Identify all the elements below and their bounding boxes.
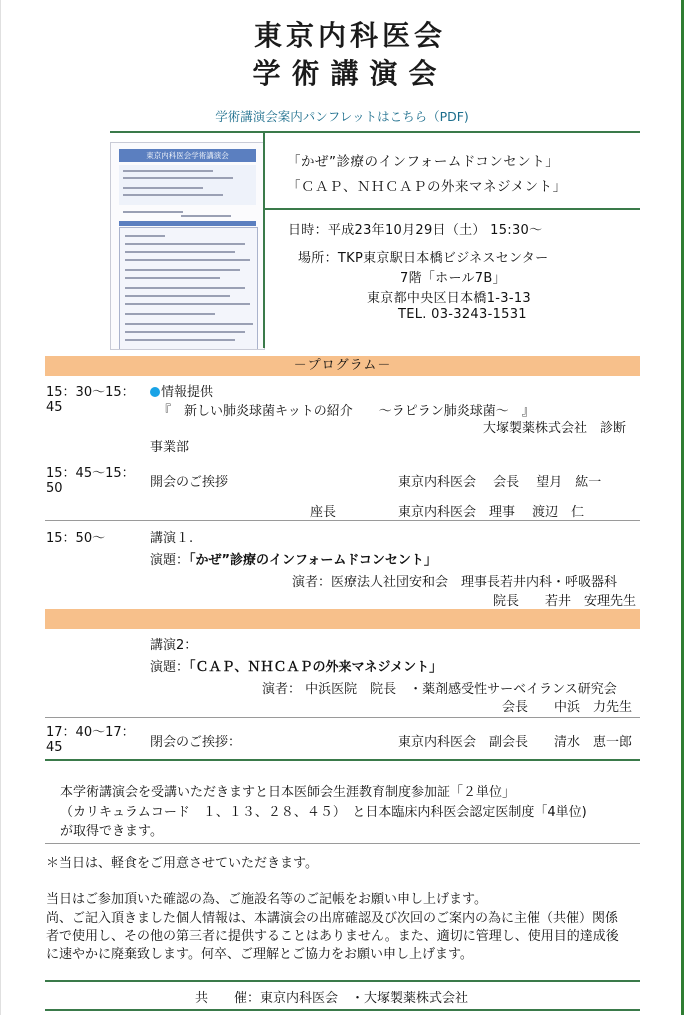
row5-person: 東京内科医会 副会長 清水 恵一郎 (398, 735, 633, 750)
program-separator-band (45, 609, 640, 629)
event-tel: TEL. 03-3243-1531 (398, 307, 527, 322)
privacy-line1: 当日はご参加頂いた確認の為、ご施設名等のご記帳をお願い申し上げます。 (46, 892, 487, 907)
page-title-line1: 東京内科医会 (253, 19, 446, 52)
pamphlet-thumbnail[interactable] (110, 142, 265, 350)
talk2-title: 「ＣＡＰ、ＮＨＣＡＰの外来マネジメント」 (287, 179, 567, 195)
thumbnail-text-line (125, 295, 230, 297)
row3-title-label: 演題： (150, 553, 190, 568)
page-title-line2: 学術講演会 (252, 57, 448, 90)
privacy-line3: 者で使用し、その他の第三者に提供することはありません。また、適切に管理し、使用目的達成後 (46, 929, 619, 944)
row1-time-end: 45 (46, 400, 63, 415)
row1-org-cont: 事業部 (150, 440, 190, 455)
talk1-title: 「かぜ”診療のインフォームドコンセント」 (287, 154, 560, 170)
row2-label: 開会のご挨拶 (150, 475, 229, 490)
row2-person: 東京内科医会 会長 望月 紘一 (398, 475, 602, 490)
privacy-line4: に速やかに廃棄致します。何卒、ご理解とご協力をお願い申し上げます。 (46, 947, 473, 962)
thumbnail-text-line (181, 215, 231, 217)
row4-title: 「ＣＡＰ、ＮＨＣＡＰの外来マネジメント」 (189, 660, 443, 675)
meal-note: ＊当日は、軽食をご用意させていただきます。 (46, 856, 318, 871)
row3-title-row (150, 549, 437, 568)
divider-credits (45, 843, 640, 844)
row1-org: 大塚製薬株式会社 診断 (483, 421, 627, 436)
thumbnail-text-line (123, 170, 213, 172)
row2-chair: 東京内科医会 理事 渡辺 仁 (398, 505, 585, 520)
row4-label: 講演2： (150, 638, 198, 653)
row4-speaker-name: 会長 中浜 力先生 (502, 700, 633, 715)
thumbnail-text-line (125, 251, 235, 253)
row-divider (45, 520, 640, 521)
divider-top (110, 131, 640, 133)
row2-time-end: 50 (46, 481, 63, 496)
thumbnail-program-header (119, 221, 256, 226)
thumbnail-text-line (125, 323, 253, 325)
privacy-line2: 尚、ご記入頂きました個人情報は、本講演会の出席確認及び次回のご案内の為に主催（共催）関係 (46, 911, 619, 926)
row4-speaker: 演者： 中浜医院 院長 ・薬剤感受性サーベイランス研究会 (262, 682, 617, 697)
credits-line1: 本学術講演会を受講いただきますと日本医師会生涯教育制度参加証「２単位」 (60, 785, 516, 800)
thumbnail-text-line (125, 287, 245, 289)
thumbnail-text-line (125, 339, 235, 341)
divider-footer (45, 980, 640, 982)
credits-line2: （カリキュラムコード １、１３、２８、４５） と日本臨床内科医会認定医制度「4単位) (60, 805, 587, 820)
row5-time: 17：40〜17： (46, 725, 135, 740)
row2-chair-label: 座長 (310, 505, 337, 520)
footer-label: 共 催： (195, 991, 261, 1006)
row1-label (150, 381, 213, 400)
divider-talks (263, 208, 640, 210)
thumbnail-text-line (125, 235, 165, 237)
row2-time: 15：45〜15： (46, 466, 135, 481)
thumbnail-text-line (125, 259, 250, 261)
row1-label-text: 情報提供 (161, 385, 214, 400)
row3-speaker-name: 院長 若井 安理先生 (493, 594, 637, 609)
thumbnail-text-line (125, 243, 245, 245)
thumbnail-text-line (125, 331, 245, 333)
row1-time: 15：30〜15： (46, 385, 135, 400)
row3-speaker: 演者：医療法人社団安和会 理事長若井内科・呼吸器科 (292, 575, 618, 590)
event-venue: 場所：TKP東京駅日本橋ビジネスセンター (298, 251, 549, 266)
thumbnail-title: 東京内科医会学術講演会 (146, 151, 229, 160)
row-divider (45, 717, 640, 718)
credits-line3: が取得できます。 (60, 824, 163, 839)
thumbnail-text-line (123, 211, 183, 213)
thumbnail-text-line (123, 194, 223, 196)
row4-title-label: 演題： (150, 660, 190, 675)
row3-title: 「かぜ”診療のインフォームドコンセント」 (189, 553, 437, 568)
divider-vertical (263, 131, 265, 348)
thumbnail-text-line (125, 277, 220, 279)
event-date: 日時：平成23年10月29日（土） 15:30〜 (288, 223, 543, 238)
row5-time-end: 45 (46, 740, 63, 755)
info-dot-icon (150, 387, 160, 397)
footer-orgs: 東京内科医会 ・大塚製薬株式会社 (260, 991, 469, 1006)
thumbnail-header (119, 149, 256, 162)
divider-program-end (45, 759, 640, 761)
row1-title: 『 新しい肺炎球菌キットの紹介 〜ラピラン肺炎球菌〜 』 (158, 404, 535, 419)
thumbnail-text-line (125, 313, 215, 315)
event-address: 東京都中央区日本橋1-3-13 (367, 291, 531, 306)
thumbnail-text-line (125, 269, 240, 271)
event-floor: 7階「ホール7B」 (400, 271, 506, 286)
thumbnail-text-line (125, 303, 250, 305)
page-left-border (0, 0, 1, 1015)
thumbnail-text-line (123, 177, 233, 179)
thumbnail-text-line (123, 187, 203, 189)
program-header: －プログラム－ (45, 356, 640, 376)
footer-sponsors (195, 987, 468, 1006)
divider-bottom (45, 1009, 640, 1011)
row3-time: 15：50〜 (46, 531, 106, 546)
pamphlet-pdf-link[interactable]: 学術講演会案内パンフレットはこちら（PDF) (215, 109, 469, 124)
row3-label: 講演１. (150, 531, 194, 546)
row4-title-row (150, 656, 442, 675)
row5-label: 閉会のご挨拶： (150, 735, 242, 750)
